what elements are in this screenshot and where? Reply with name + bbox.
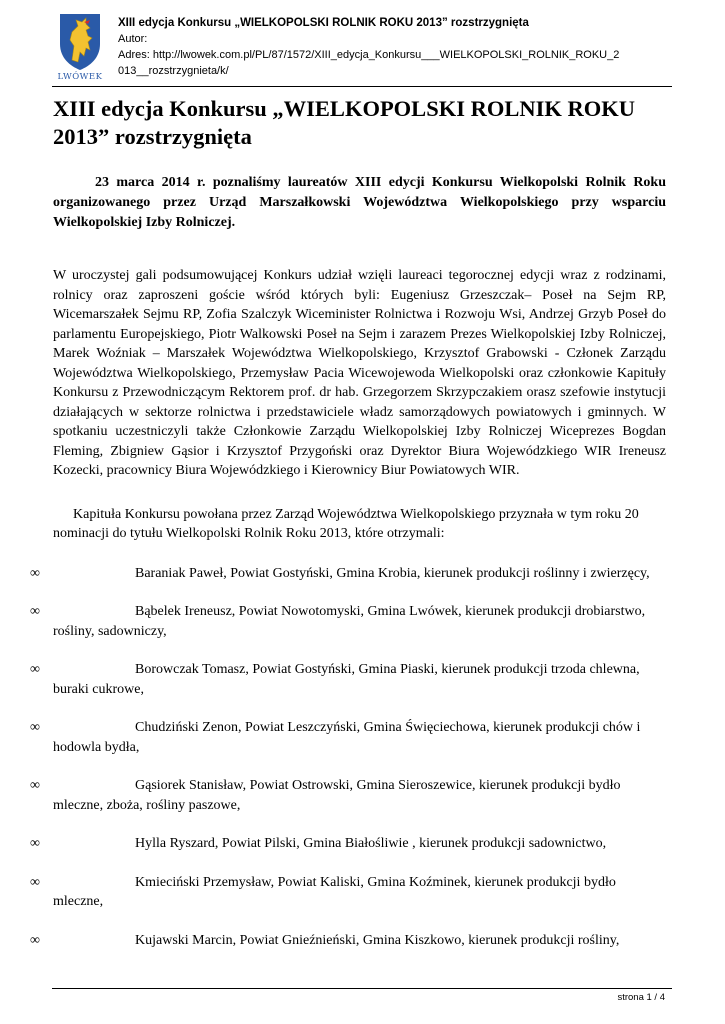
nominees-list bbox=[30, 564, 666, 951]
page-number: strona 1 / 4 bbox=[617, 992, 665, 1003]
infinity-bullet-icon: ∞ bbox=[30, 720, 40, 735]
list-item: ∞ Kmieciński Przemysław, Powiat Kaliski, Gmina Koźminek, kierunek produkcji bydło mleczne, bbox=[30, 874, 616, 909]
header-title: XIII edycja Konkursu „WIELKOPOLSKI ROLNIK ROKU 2013” rozstrzygnięta bbox=[118, 17, 529, 29]
list-item: ∞ Chudziński Zenon, Powiat Leszczyński, Gmina Święciechowa, kierunek produkcji chów i hodowla bydła, bbox=[30, 720, 641, 755]
list-item: ∞ Borowczak Tomasz, Powiat Gostyński, Gmina Piaski, kierunek produkcji trzoda chlewna, buraki cukrowe, bbox=[30, 662, 640, 697]
list-item: ∞ Baraniak Paweł, Powiat Gostyński, Gmina Krobia, kierunek produkcji roślinny i zwierzęcy, bbox=[30, 564, 666, 584]
infinity-bullet-icon: ∞ bbox=[30, 836, 40, 851]
page-header bbox=[52, 10, 672, 87]
article-lead: 23 marca 2014 r. poznaliśmy laureatów XIII edycji Konkursu Wielkopolski Rolnik Roku organizowanego przez Urząd Marszałkowski Województwa Wielkopolskiego przy wsparciu Wielkopolskiej Izby Rolniczej. bbox=[53, 175, 666, 230]
list-item: ∞ Gąsiorek Stanisław, Powiat Ostrowski, Gmina Sieroszewice, kierunek produkcji bydło mleczne, zboża, rośliny paszowe, bbox=[30, 778, 621, 813]
article-body bbox=[30, 95, 666, 969]
article-paragraph-2: Kapituła Konkursu powołana przez Zarząd Województwa Wielkopolskiego przyznała w tym roku 20 nominacji do tytułu Wielkopolski Rolnik Roku 2013, które otrzymali: bbox=[53, 506, 639, 541]
infinity-bullet-icon: ∞ bbox=[30, 874, 40, 890]
infinity-bullet-icon: ∞ bbox=[30, 932, 40, 948]
infinity-bullet-icon: ∞ bbox=[30, 604, 40, 619]
article-paragraph-1: W uroczystej gali podsumowującej Konkurs udział wzięli laureaci tegorocznej edycji wraz z rodzinami, rolnicy oraz zaproszeni goście wśród których byli: Eugeniusz Grzeszczak– Poseł na Sejm RP, Wicemarszałek Sejmu RP, Zofia Szalczyk Wiceminister Rolnictwa i Rozwoju Wsi, Andrzej Grzyb Poseł do parlamentu Europejskiego, Piotr Walkowski Poseł na Sejm i zarazem Prezes Wielkopolskiej Izby Rolniczej, Marek Woźniak – Marszałek Województwa Wielkopolskiego, Krzysztof Grabowski - Członek Zarządu Województwa Wielkopolskiego, Przemysław Pacia Wicewojewoda Wielkopolski oraz członkowie Kapituły Konkursu z Przewodniczącym Rektorem prof. dr hab. Grzegorzem Skrzypczakiem orasz szefowie instytucji działających w sektorze rolnictwa i przedstawiciele władz samorządowych powiatowych i gminnych. W spotkaniu uczestniczyli także Członkowie Zarządu Wielkopolskiej Izby Rolniczej Wiceprezes Bogdan Fleming, Zbigniew Gąsior i Krzysztof Przygoński oraz Dyrektor Biura Wojewódzkiego WIR Ireneusz Kozecki, pracownicy Biura Wojewódzkiego i Kierownicy Biur Powiatowych WIR. bbox=[53, 268, 666, 478]
header-divider bbox=[52, 86, 672, 87]
lwowek-coat-of-arms-logo: LWÓWEK bbox=[52, 10, 108, 84]
header-address-line-2: 013__rozstrzygnieta/k/ bbox=[118, 65, 229, 77]
list-item: ∞ Kujawski Marcin, Powiat Gnieźnieński, Gmina Kiszkowo, kierunek produkcji rośliny, bbox=[30, 931, 666, 951]
infinity-bullet-icon: ∞ bbox=[30, 662, 40, 677]
article-title: XIII edycja Konkursu „WIELKOPOLSKI ROLNIK ROKU 2013” rozstrzygnięta bbox=[53, 96, 635, 149]
infinity-bullet-icon: ∞ bbox=[30, 565, 40, 581]
header-address-line-1: Adres: http://lwowek.com.pl/PL/87/1572/XIII_edycja_Konkursu___WIELKOPOLSKI_ROLNIK_ROKU_2 bbox=[118, 49, 620, 61]
list-item: ∞ Hylla Ryszard, Powiat Pilski, Gmina Białośliwie , kierunek produkcji sadownictwo, bbox=[30, 834, 666, 854]
infinity-bullet-icon: ∞ bbox=[30, 778, 40, 793]
header-author: Autor: bbox=[118, 33, 148, 45]
list-item: ∞ Bąbelek Ireneusz, Powiat Nowotomyski, Gmina Lwówek, kierunek produkcji drobiarstwo, rośliny, sadowniczy, bbox=[30, 604, 646, 639]
footer-divider bbox=[52, 988, 672, 989]
